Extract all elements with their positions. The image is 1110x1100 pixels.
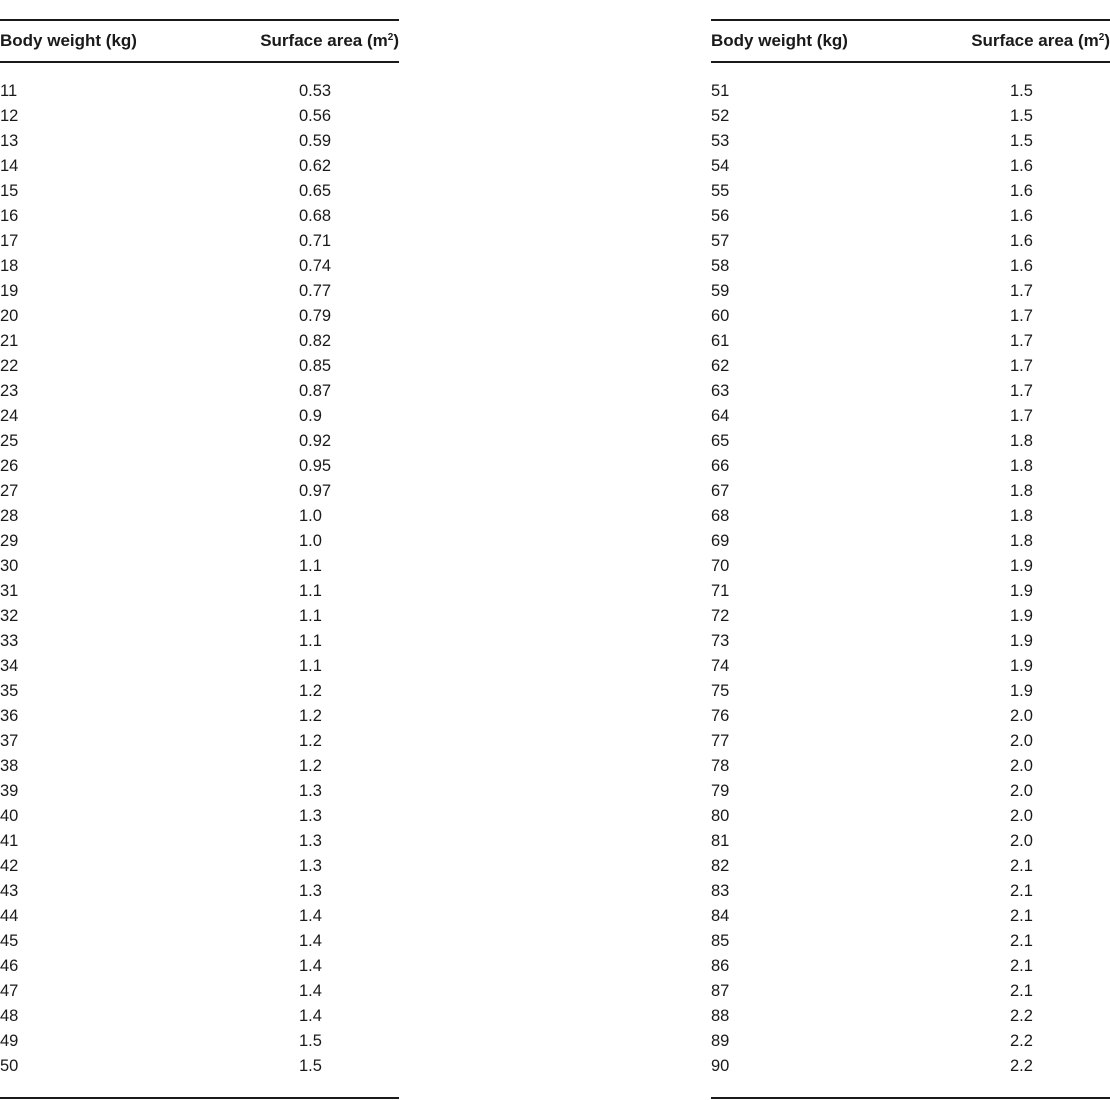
table-row (0, 279, 399, 304)
table-row (0, 929, 399, 954)
surface-area-cell: 1.6 (1010, 207, 1033, 225)
surface-area-label-close: ) (1104, 31, 1110, 50)
surface-area-cell: 1.4 (299, 932, 322, 950)
surface-area-cell: 1.8 (1010, 432, 1033, 450)
surface-area-cell: 1.9 (1010, 557, 1033, 575)
table-row (711, 954, 1110, 979)
table-row (711, 179, 1110, 204)
body-weight-cell: 46 (0, 957, 19, 975)
surface-area-cell: 1.8 (1010, 507, 1033, 525)
body-weight-cell: 30 (0, 557, 19, 575)
surface-area-unit-superscript: 2 (1098, 32, 1105, 43)
surface-area-cell: 2.2 (1010, 1007, 1033, 1025)
body-weight-cell: 21 (0, 332, 19, 350)
body-weight-cell: 60 (711, 307, 730, 325)
surface-area-cell: 1.9 (1010, 682, 1033, 700)
surface-area-cell: 1.4 (299, 1007, 322, 1025)
table-header-row (0, 21, 399, 61)
surface-area-cell: 1.8 (1010, 532, 1033, 550)
body-weight-cell: 84 (711, 907, 730, 925)
bottom-rule (0, 1097, 399, 1099)
body-weight-cell: 39 (0, 782, 19, 800)
surface-area-cell: 1.2 (299, 732, 322, 750)
table-row (0, 79, 399, 104)
table-body-left (0, 79, 399, 1079)
body-weight-cell: 31 (0, 582, 19, 600)
table-right-half (711, 19, 1110, 1079)
table-row (0, 179, 399, 204)
body-weight-cell: 54 (711, 157, 730, 175)
surface-area-label-close: ) (393, 31, 399, 50)
body-weight-cell: 41 (0, 832, 19, 850)
table-row (711, 204, 1110, 229)
surface-area-cell: 1.3 (299, 782, 322, 800)
body-weight-cell: 42 (0, 857, 19, 875)
surface-area-label: Surface area (m (971, 31, 1099, 50)
surface-area-cell: 1.0 (299, 507, 322, 525)
body-weight-cell: 38 (0, 757, 19, 775)
body-weight-cell: 51 (711, 82, 730, 100)
table-row (0, 379, 399, 404)
surface-area-cell: 0.62 (299, 157, 332, 175)
table-row (0, 779, 399, 804)
body-weight-cell: 56 (711, 207, 730, 225)
body-weight-cell: 20 (0, 307, 19, 325)
table-row (0, 479, 399, 504)
table-row (0, 804, 399, 829)
body-weight-cell: 67 (711, 482, 730, 500)
body-weight-cell: 58 (711, 257, 730, 275)
table-row (711, 829, 1110, 854)
header-rule (0, 61, 399, 63)
surface-area-cell: 1.6 (1010, 232, 1033, 250)
table-row (0, 604, 399, 629)
surface-area-cell: 0.77 (299, 282, 332, 300)
body-weight-cell: 16 (0, 207, 19, 225)
surface-area-cell: 1.7 (1010, 382, 1033, 400)
surface-area-cell: 0.85 (299, 357, 332, 375)
surface-area-cell: 1.4 (299, 957, 322, 975)
surface-area-cell: 1.1 (299, 657, 322, 675)
surface-area-cell: 1.6 (1010, 257, 1033, 275)
body-weight-cell: 17 (0, 232, 19, 250)
surface-area-cell: 2.0 (1010, 782, 1033, 800)
surface-area-cell: 0.56 (299, 107, 332, 125)
surface-area-label: Surface area (m (260, 31, 388, 50)
surface-area-cell: 2.1 (1010, 957, 1033, 975)
table-row (0, 1029, 399, 1054)
surface-area-cell: 1.1 (299, 607, 322, 625)
table-row (711, 104, 1110, 129)
surface-area-cell: 1.3 (299, 857, 322, 875)
table-row (0, 729, 399, 754)
body-weight-cell: 65 (711, 432, 730, 450)
body-weight-cell: 82 (711, 857, 730, 875)
body-weight-cell: 34 (0, 657, 19, 675)
surface-area-cell: 1.5 (299, 1032, 322, 1050)
table-row (711, 604, 1110, 629)
table-row (711, 779, 1110, 804)
body-weight-cell: 74 (711, 657, 730, 675)
body-weight-cell: 64 (711, 407, 730, 425)
surface-area-cell: 0.71 (299, 232, 332, 250)
surface-area-cell: 1.3 (299, 832, 322, 850)
surface-area-cell: 1.7 (1010, 332, 1033, 350)
body-weight-cell: 77 (711, 732, 730, 750)
bottom-rule (711, 1097, 1110, 1099)
table-left-half (0, 19, 399, 1079)
body-weight-cell: 72 (711, 607, 730, 625)
table-row (711, 679, 1110, 704)
surface-area-cell: 1.1 (299, 582, 322, 600)
body-weight-cell: 79 (711, 782, 730, 800)
surface-area-cell: 0.92 (299, 432, 332, 450)
body-weight-cell: 18 (0, 257, 19, 275)
surface-area-cell: 0.97 (299, 482, 332, 500)
table-row (711, 479, 1110, 504)
body-weight-cell: 13 (0, 132, 19, 150)
surface-area-cell: 2.0 (1010, 807, 1033, 825)
body-weight-cell: 68 (711, 507, 730, 525)
surface-area-cell: 0.68 (299, 207, 332, 225)
table-row (711, 1004, 1110, 1029)
table-row (711, 254, 1110, 279)
body-weight-cell: 86 (711, 957, 730, 975)
table-row (711, 79, 1110, 104)
table-row (711, 929, 1110, 954)
body-weight-cell: 55 (711, 182, 730, 200)
table-row (711, 279, 1110, 304)
table-row (711, 654, 1110, 679)
body-weight-cell: 73 (711, 632, 730, 650)
table-row (0, 404, 399, 429)
surface-area-cell: 2.0 (1010, 832, 1033, 850)
surface-area-cell: 0.59 (299, 132, 332, 150)
surface-area-cell: 1.8 (1010, 482, 1033, 500)
surface-area-cell: 2.1 (1010, 907, 1033, 925)
body-weight-cell: 40 (0, 807, 19, 825)
surface-area-cell: 1.7 (1010, 282, 1033, 300)
table-row (711, 129, 1110, 154)
table-row (0, 704, 399, 729)
surface-area-unit-superscript: 2 (387, 32, 394, 43)
table-row (0, 329, 399, 354)
surface-area-cell: 0.74 (299, 257, 332, 275)
surface-area-cell: 1.9 (1010, 607, 1033, 625)
body-weight-cell: 66 (711, 457, 730, 475)
surface-area-cell: 0.87 (299, 382, 332, 400)
body-weight-cell: 83 (711, 882, 730, 900)
body-weight-cell: 81 (711, 832, 730, 850)
surface-area-cell: 1.1 (299, 557, 322, 575)
table-row (0, 629, 399, 654)
surface-area-cell: 1.6 (1010, 157, 1033, 175)
surface-area-cell: 1.5 (1010, 82, 1033, 100)
body-weight-cell: 70 (711, 557, 730, 575)
body-weight-cell: 53 (711, 132, 730, 150)
table-row (0, 879, 399, 904)
body-weight-cell: 15 (0, 182, 19, 200)
body-weight-cell: 14 (0, 157, 19, 175)
surface-area-cell: 2.1 (1010, 982, 1033, 1000)
column-header-surface-area (943, 31, 1110, 51)
body-weight-cell: 44 (0, 907, 19, 925)
body-weight-cell: 22 (0, 357, 19, 375)
body-weight-cell: 32 (0, 607, 19, 625)
body-weight-cell: 12 (0, 107, 19, 125)
table-row (711, 629, 1110, 654)
table-row (711, 329, 1110, 354)
table-row (0, 304, 399, 329)
surface-area-cell: 1.3 (299, 807, 322, 825)
surface-area-cell: 2.0 (1010, 732, 1033, 750)
table-row (711, 579, 1110, 604)
body-weight-cell: 37 (0, 732, 19, 750)
body-weight-cell: 33 (0, 632, 19, 650)
table-row (0, 829, 399, 854)
body-weight-cell: 89 (711, 1032, 730, 1050)
body-weight-cell: 62 (711, 357, 730, 375)
body-weight-cell: 87 (711, 982, 730, 1000)
surface-area-cell: 0.79 (299, 307, 332, 325)
table-row (0, 904, 399, 929)
table-row (0, 1004, 399, 1029)
table-row (711, 454, 1110, 479)
table-row (711, 854, 1110, 879)
body-weight-cell: 29 (0, 532, 19, 550)
surface-area-cell: 1.2 (299, 757, 322, 775)
table-row (711, 554, 1110, 579)
body-weight-cell: 85 (711, 932, 730, 950)
table-row (711, 229, 1110, 254)
surface-area-cell: 1.0 (299, 532, 322, 550)
body-weight-cell: 80 (711, 807, 730, 825)
surface-area-cell: 1.9 (1010, 632, 1033, 650)
body-weight-cell: 49 (0, 1032, 19, 1050)
surface-area-cell: 1.4 (299, 907, 322, 925)
surface-area-cell: 0.9 (299, 407, 322, 425)
table-row (711, 154, 1110, 179)
table-row (711, 904, 1110, 929)
table-row (711, 404, 1110, 429)
body-weight-cell: 11 (0, 82, 18, 100)
surface-area-cell: 1.9 (1010, 657, 1033, 675)
surface-area-cell: 2.1 (1010, 857, 1033, 875)
table-row (0, 954, 399, 979)
surface-area-cell: 1.3 (299, 882, 322, 900)
surface-area-cell: 1.2 (299, 707, 322, 725)
surface-area-cell: 2.1 (1010, 932, 1033, 950)
table-row (711, 429, 1110, 454)
table-row (0, 454, 399, 479)
body-weight-cell: 19 (0, 282, 19, 300)
surface-area-cell: 1.7 (1010, 357, 1033, 375)
table-row (711, 729, 1110, 754)
table-row (0, 254, 399, 279)
body-weight-cell: 88 (711, 1007, 730, 1025)
surface-area-cell: 0.65 (299, 182, 332, 200)
table-row (0, 204, 399, 229)
table-row (0, 104, 399, 129)
body-weight-cell: 59 (711, 282, 730, 300)
table-row (711, 529, 1110, 554)
body-weight-cell: 75 (711, 682, 730, 700)
table-row (0, 504, 399, 529)
table-row (711, 704, 1110, 729)
table-row (0, 129, 399, 154)
column-header-body-weight: Body weight (kg) (711, 31, 848, 50)
body-weight-cell: 76 (711, 707, 730, 725)
surface-area-cell: 1.5 (1010, 107, 1033, 125)
body-weight-cell: 71 (711, 582, 730, 600)
body-weight-cell: 28 (0, 507, 19, 525)
body-weight-cell: 27 (0, 482, 19, 500)
body-weight-cell: 63 (711, 382, 730, 400)
surface-area-cell: 2.1 (1010, 882, 1033, 900)
body-weight-cell: 36 (0, 707, 19, 725)
surface-area-cell: 1.6 (1010, 182, 1033, 200)
table-row (711, 1029, 1110, 1054)
surface-area-cell: 2.2 (1010, 1032, 1033, 1050)
table-row (711, 354, 1110, 379)
table-row (711, 879, 1110, 904)
table-row (711, 979, 1110, 1004)
table-row (0, 354, 399, 379)
header-rule (711, 61, 1110, 63)
surface-area-cell: 1.2 (299, 682, 322, 700)
surface-area-cell: 1.9 (1010, 582, 1033, 600)
surface-area-cell: 0.53 (299, 82, 332, 100)
table-row (0, 154, 399, 179)
surface-area-cell: 1.7 (1010, 307, 1033, 325)
body-weight-cell: 90 (711, 1057, 730, 1075)
body-weight-cell: 35 (0, 682, 19, 700)
body-weight-cell: 61 (711, 332, 730, 350)
body-weight-cell: 52 (711, 107, 730, 125)
surface-area-cell: 1.4 (299, 982, 322, 1000)
surface-area-cell: 1.7 (1010, 407, 1033, 425)
body-weight-cell: 24 (0, 407, 19, 425)
body-weight-cell: 78 (711, 757, 730, 775)
surface-area-cell: 1.1 (299, 632, 322, 650)
body-weight-cell: 26 (0, 457, 19, 475)
surface-area-cell: 1.5 (299, 1057, 322, 1075)
surface-area-cell: 2.0 (1010, 707, 1033, 725)
table-row (711, 379, 1110, 404)
table-row (0, 529, 399, 554)
table-row (711, 304, 1110, 329)
column-header-body-weight: Body weight (kg) (0, 31, 137, 50)
body-weight-cell: 45 (0, 932, 19, 950)
table-row (711, 804, 1110, 829)
body-weight-cell: 48 (0, 1007, 19, 1025)
surface-area-cell: 1.5 (1010, 132, 1033, 150)
body-weight-cell: 43 (0, 882, 19, 900)
table-row (0, 679, 399, 704)
table-body-right (711, 79, 1110, 1079)
surface-area-cell: 0.95 (299, 457, 332, 475)
table-row (711, 754, 1110, 779)
body-weight-cell: 69 (711, 532, 730, 550)
body-weight-cell: 47 (0, 982, 19, 1000)
surface-area-cell: 0.82 (299, 332, 332, 350)
body-weight-cell: 25 (0, 432, 19, 450)
table-row (0, 979, 399, 1004)
table-row (0, 229, 399, 254)
surface-area-cell: 2.2 (1010, 1057, 1033, 1075)
table-row (0, 429, 399, 454)
surface-area-cell: 1.8 (1010, 457, 1033, 475)
table-row (0, 554, 399, 579)
table-row (0, 579, 399, 604)
table-row (0, 654, 399, 679)
body-weight-cell: 57 (711, 232, 730, 250)
body-weight-cell: 50 (0, 1057, 19, 1075)
body-weight-cell: 23 (0, 382, 19, 400)
table-row (711, 504, 1110, 529)
table-row (711, 1054, 1110, 1079)
column-header-surface-area (232, 31, 399, 51)
surface-area-cell: 2.0 (1010, 757, 1033, 775)
table-row (0, 754, 399, 779)
table-row (0, 1054, 399, 1079)
table-row (0, 854, 399, 879)
table-header-row (711, 21, 1110, 61)
